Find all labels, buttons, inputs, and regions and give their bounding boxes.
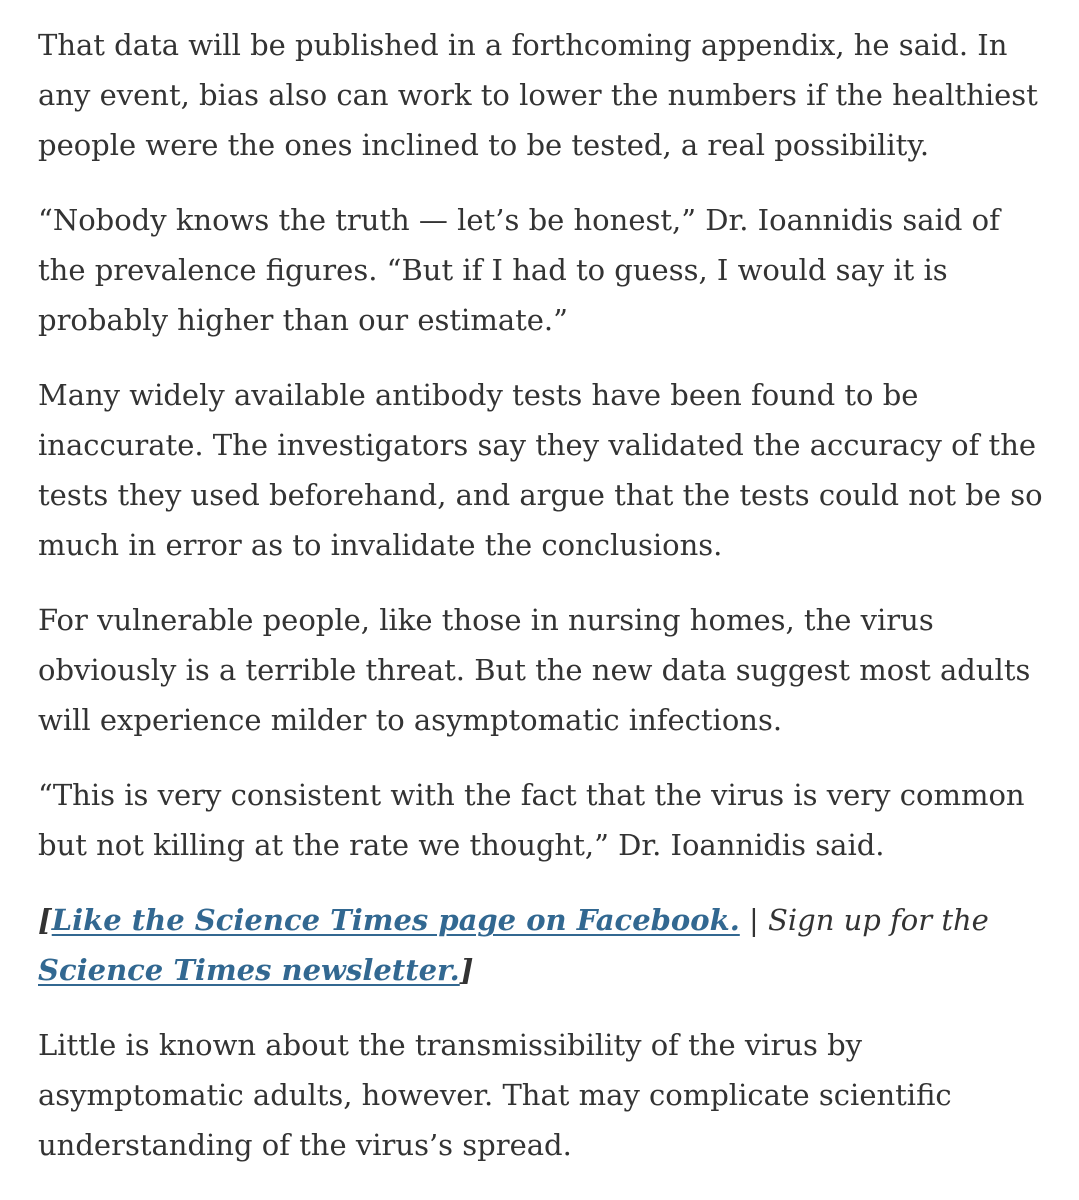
promo-close-bracket: ]	[459, 953, 474, 987]
facebook-page-link[interactable]: Like the Science Times page on Facebook.	[51, 903, 740, 937]
promo-open-bracket: [	[38, 903, 52, 937]
promo-separator: | Sign up for the	[739, 903, 989, 937]
paragraph-transmissibility: Little is known about the transmissibility of the virus by asymptomatic adults, however. That may complicate scientific understanding of the virus’s spread.	[38, 1028, 952, 1162]
paragraph-appendix: That data will be published in a forthcoming appendix, he said. In any event, bias also can work to lower the numbers if the healthiest people were the ones inclined to be tested, a real possibility.	[38, 28, 1038, 162]
paragraph-vulnerable-people: For vulnerable people, like those in nursing homes, the virus obviously is a terrible threat. But the new data suggest most adults will experience milder to asymptomatic infections.	[38, 603, 1031, 737]
newsletter-signup-link[interactable]: Science Times newsletter.	[38, 953, 460, 987]
article-body	[38, 20, 1048, 1195]
paragraph-quote-truth: “Nobody knows the truth — let’s be honest,” Dr. Ioannidis said of the prevalence figures. “But if I had to guess, I would say it is probably higher than our estimate.”	[38, 203, 1000, 337]
science-times-promo	[38, 895, 1048, 995]
paragraph-antibody-tests: Many widely available antibody tests have been found to be inaccurate. The investigators say they validated the accuracy of the tests they used beforehand, and argue that the tests could not be so much in error as to invalidate the conclusions.	[38, 378, 1043, 562]
paragraph-quote-consistent: “This is very consistent with the fact that the virus is very common but not killing at the rate we thought,” Dr. Ioannidis said.	[38, 778, 1025, 862]
